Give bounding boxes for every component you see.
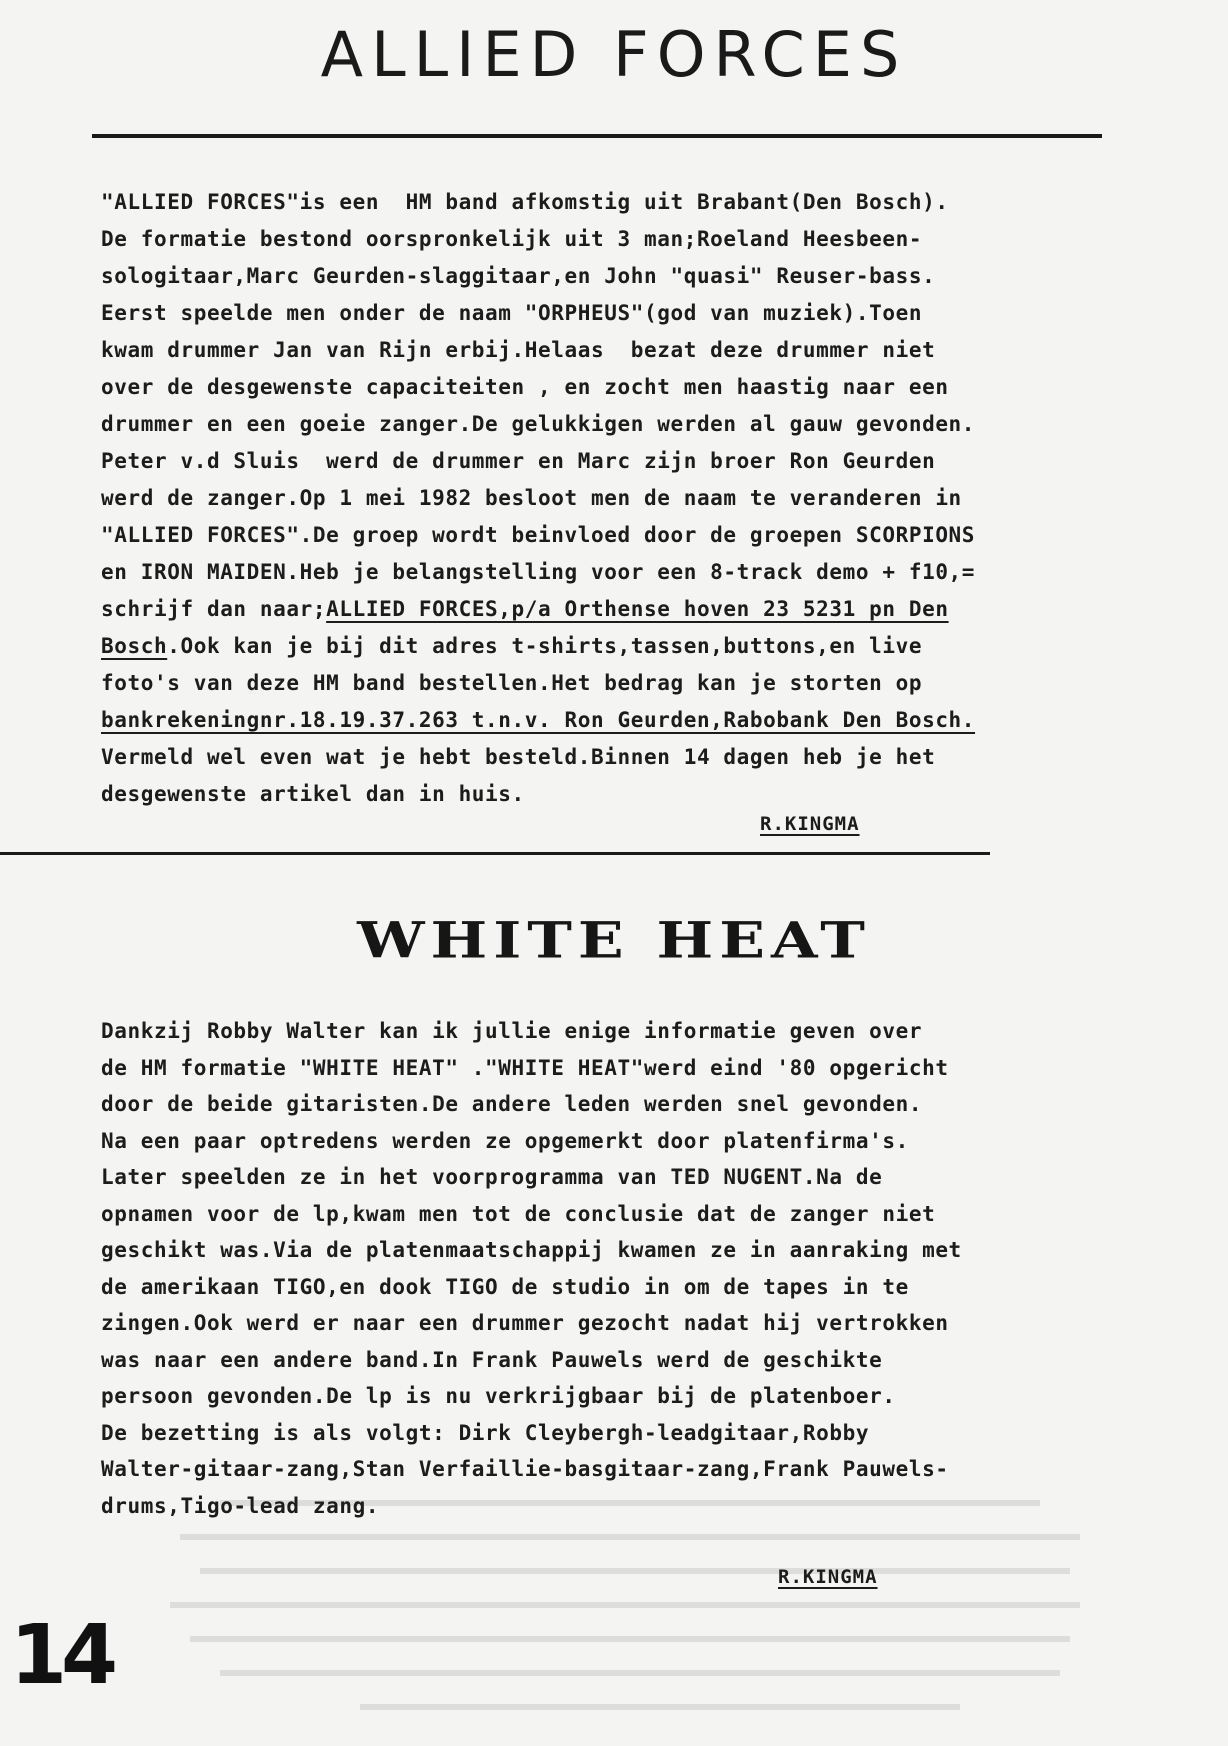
article-line: De bezetting is als volgt: Dirk Cleybergh-leadgitaar,Robby <box>101 1420 870 1445</box>
article-line: Eerst speelde men onder de naam "ORPHEUS"(god van muziek).Toen <box>101 301 923 325</box>
address-prefix: schrijf dan naar; <box>101 597 327 621</box>
address-line <box>101 591 975 628</box>
signature-1: R.KINGMA <box>760 813 860 835</box>
article-line: Walter-gitaar-zang,Stan Verfaillie-basgitaar-zang,Frank Pauwels- <box>101 1457 949 1481</box>
article-line: De formatie bestond oorspronkelijk uit 3 man;Roeland Heesbeen- <box>101 227 923 251</box>
article-line: Later speelden ze in het voorprogramma van TED NUGENT.Na de <box>101 1165 883 1189</box>
bank-account: bankrekeningnr.18.19.37.263 t.n.v. Ron Geurden,Rabobank Den Bosch. <box>101 708 976 732</box>
address-city: Bosch <box>101 634 168 658</box>
show-through-texture <box>160 1490 1100 1730</box>
address-line-2 <box>101 628 975 665</box>
bank-line <box>101 702 975 739</box>
article-line: kwam drummer Jan van Rijn erbij.Helaas bezat deze drummer niet <box>101 338 936 362</box>
article-line: persoon gevonden.De lp is nu verkrijgbaar bij de platenboer. <box>101 1384 896 1408</box>
article-line: door de beide gitaristen.De andere leden werden snel gevonden. <box>101 1092 923 1116</box>
article-line: drummer en een goeie zanger.De gelukkigen werden al gauw gevonden. <box>101 412 976 436</box>
signature-2: R.KINGMA <box>778 1566 878 1588</box>
title-divider <box>92 134 1102 138</box>
allied-forces-title: ALLIED FORCES <box>320 18 908 91</box>
allied-forces-article <box>101 184 975 813</box>
article-line: zingen.Ook werd er naar een drummer gezocht nadat hij vertrokken <box>101 1311 949 1335</box>
article-line: geschikt was.Via de platenmaatschappij kwamen ze in aanraking met <box>101 1238 962 1262</box>
article-line: Dankzij Robby Walter kan ik jullie enige informatie geven over <box>101 1019 923 1043</box>
article-line: Vermeld wel even wat je hebt besteld.Binnen 14 dagen heb je het <box>101 745 936 769</box>
article-line: foto's van deze HM band bestellen.Het bedrag kan je storten op <box>101 671 923 695</box>
article-line: Peter v.d Sluis werd de drummer en Marc zijn broer Ron Geurden <box>101 449 936 473</box>
article-line: de HM formatie "WHITE HEAT" ."WHITE HEAT"werd eind '80 opgericht <box>101 1055 949 1080</box>
address-rest: .Ook kan je bij dit adres t-shirts,tassen,buttons,en live <box>167 634 923 658</box>
article-line: en IRON MAIDEN.Heb je belangstelling voor een 8-track demo + f10,= <box>101 560 976 584</box>
article-line: Na een paar optredens werden ze opgemerkt door platenfirma's. <box>101 1128 909 1153</box>
article-line: sologitaar,Marc Geurden-slaggitaar,en John "quasi" Reuser-bass. <box>101 264 936 288</box>
article-line: de amerikaan TIGO,en dook TIGO de studio in om de tapes in te <box>101 1274 909 1299</box>
article-line: "ALLIED FORCES".De groep wordt beinvloed door de groepen SCORPIONS <box>101 523 976 547</box>
white-heat-title: WHITE HEAT <box>357 912 871 970</box>
white-heat-article <box>101 1013 962 1524</box>
page-number: 14 <box>10 1608 113 1703</box>
article-line: was naar een andere band.In Frank Pauwels werd de geschikte <box>101 1347 883 1372</box>
article-line: "ALLIED FORCES"is een HM band afkomstig uit Brabant(Den Bosch). <box>101 190 949 214</box>
article-line: desgewenste artikel dan in huis. <box>101 782 525 806</box>
section-divider <box>0 852 990 855</box>
article-line: opnamen voor de lp,kwam men tot de conclusie dat de zanger niet <box>101 1201 936 1226</box>
article-line: werd de zanger.Op 1 mei 1982 besloot men de naam te veranderen in <box>101 486 962 510</box>
article-line: drums,Tigo-lead zang. <box>101 1493 380 1518</box>
article-line: over de desgewenste capaciteiten , en zocht men haastig naar een <box>101 375 949 399</box>
address-underlined: ALLIED FORCES,p/a Orthense hoven 23 5231 pn Den <box>326 597 949 621</box>
